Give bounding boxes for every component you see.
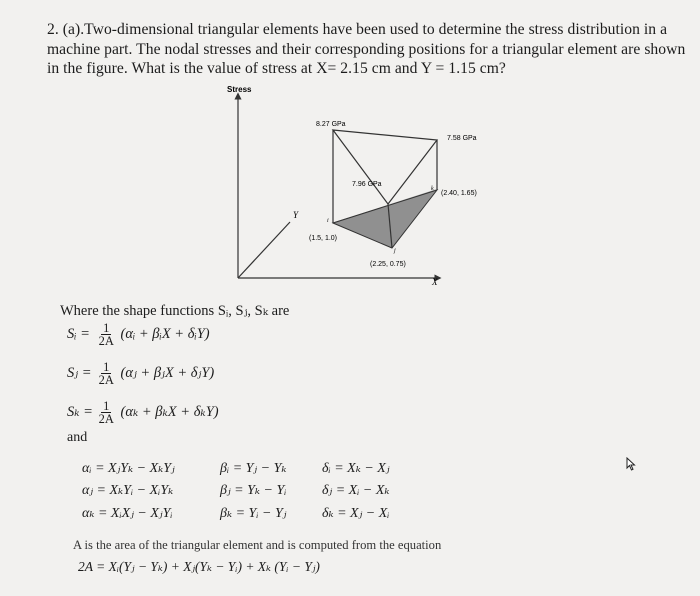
node-j-label: j [394,248,396,254]
x-axis-label: X [432,277,438,287]
delta-i-def: δᵢ = Xₖ − Xⱼ [322,461,390,476]
alpha-i-def: αᵢ = XⱼYₖ − XₖYⱼ [82,461,175,476]
node-i-label: i [327,218,329,224]
beta-i-def: βᵢ = Yⱼ − Yₖ [220,461,287,476]
mouse-cursor-icon [625,457,637,471]
label-758: 7.58 GPa [447,135,477,142]
sk-fraction: $\frac{1}{2A}$ [98,399,114,426]
si-lhs: Sᵢ = [67,325,90,342]
point-i-label: (1.5, 1.0) [309,235,338,242]
si-equation [67,322,210,347]
beta-k-def: βₖ = Yᵢ − Yⱼ [220,506,287,521]
si-fraction: $\frac{1}{2A}$ [98,321,114,348]
beta-j-def: βⱼ = Yₖ − Yᵢ [220,483,287,498]
alpha-j-def: αⱼ = XₖYᵢ − XᵢYₖ [82,483,174,498]
shaded-triangle [333,190,437,248]
shape-functions-intro: Where the shape functions Sᵢ, Sⱼ, Sₖ are [60,303,290,319]
y-axis-label: Y [293,210,299,220]
point-j-label: (2.25, 0.75) [370,261,406,268]
node-k-label: k [431,186,434,192]
problem-statement: 2. (a).Two-dimensional triangular elements have been used to determine the stress distribution in a machine part. The nodal stresses and their corresponding positions for a triangular element are shown in the figure. What is the value of stress at X= 2.15 cm and Y = 1.15 cm? [47,21,686,77]
sj-fraction: $\frac{1}{2A}$ [98,360,114,387]
si-rhs: (αᵢ + βᵢX + δᵢY) [120,325,210,342]
label-827: 8.27 GPa [316,121,346,128]
sj-lhs: Sⱼ = [67,364,92,381]
sk-equation [67,400,219,425]
stress-axis-label: Stress [227,85,252,94]
and-label: and [67,430,88,445]
sj-rhs: (αⱼ + βⱼX + δⱼY) [120,364,215,381]
stress-triangle [333,130,437,204]
delta-k-def: δₖ = Xⱼ − Xᵢ [322,506,390,521]
delta-j-def: δⱼ = Xᵢ − Xₖ [322,483,390,498]
area-equation: 2A = Xᵢ(Yⱼ − Yₖ) + Xⱼ(Yₖ − Yᵢ) + Xₖ (Yᵢ − Yⱼ) [78,559,320,574]
point-k-label: (2.40, 1.65) [441,190,477,197]
sk-lhs: Sₖ = [67,403,93,420]
label-796: 7.96 GPa [352,181,382,188]
area-description: A is the area of the triangular element and is computed from the equation [73,538,442,552]
sj-equation [67,361,214,386]
y-axis-line [238,222,290,278]
alpha-k-def: αₖ = XᵢXⱼ − XⱼYᵢ [82,506,173,521]
sk-rhs: (αₖ + βₖX + δₖY) [120,403,219,420]
